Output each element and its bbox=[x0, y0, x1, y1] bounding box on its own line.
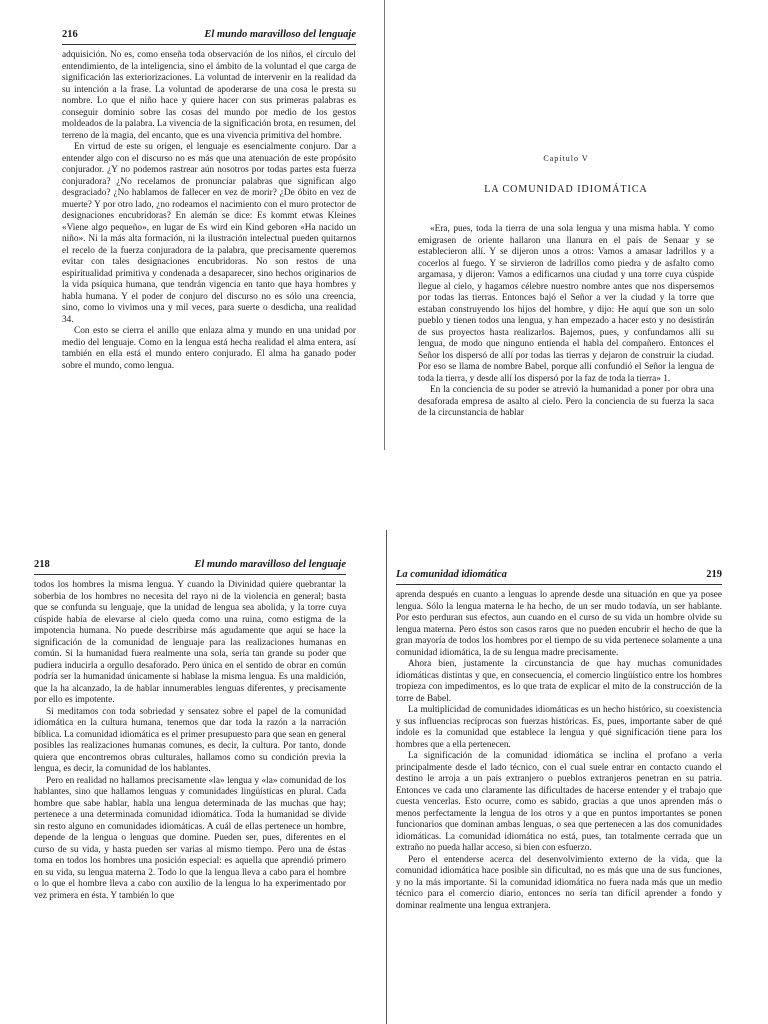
paragraph: La significación de la comunidad idiomática se inclina el profano a verla principalmente desde el lado técnico, con el cual suele entrar en contacto cuando el destino le arroja a un país extranjero o pueblos extranjeros penetran en su patria. Entonces ve cada uno claramente las dificultades de hacerse entender y el trabajo que cuesta vencerlas. Esto ocurre, como es sabido, gracias a que unos aprenden más o menos perfectamente la lengua de los otros y a que en puntos importantes se ponen funcionarios que dominan ambas lenguas, o sea que pertenecen a las dos comunidades idiomáticas. La comunidad idiomática no está, pues, tan totalmente cerrada que un extraño no pueda hallar acceso, si bien con esfuerzo. bbox=[396, 751, 722, 853]
paragraph: todos los hombres la misma lengua. Y cuando la Divinidad quiere quebrantar la soberbia de los hombres no necesita del rayo ni de la violencia en general; basta que se confunda su lenguaje, que la unidad de lengua sea abolida, y la torre cuya cúspide había de elevarse al cielo queda como una ruina, como estigma de la impotencia humana. No puede describirse más agudamente que aquí se hace la significación de la comunidad de lenguaje para las realizaciones humanas en común. Si la humanidad fuera realmente una sola, sería tan grande su poder que pudiera inducirla a orgullo desaforado. Pero única en el sentido de obrar en común podría ser la humanidad únicamente si hablase la misma lengua. Es una maldición, que la ha alcanzado, la de hablar innumerables lenguas diferentes, y precisamente por ello es impotente. bbox=[34, 580, 346, 705]
gutter-line-top bbox=[384, 0, 385, 450]
page-header bbox=[34, 558, 346, 575]
chapter-v-page bbox=[418, 28, 714, 498]
paragraph: Si meditamos con toda sobriedad y sensatez sobre el papel de la comunidad idiomática en la cultura humana, tenemos que dar toda la razón a la narración bíblica. La comunidad idiomática es el primer presupuesto para que sean en general posibles las realizaciones humanas comunes, es decir, la cultura. Por tanto, donde quiera que encontremos obras culturales, hallamos como su condición previa la lengua, es decir, la comunidad de los hablantes. bbox=[34, 706, 346, 774]
page-header bbox=[396, 568, 722, 585]
chapter-title: LA COMUNIDAD IDIOMÁTICA bbox=[484, 184, 648, 195]
running-head: La comunidad idiomática bbox=[396, 569, 507, 580]
paragraph: Ahora bien, justamente la circunstancia de que hay muchas comunidades idiomáticas distintas y que, en consecuencia, el comercio lingüístico entre los hombres tropieza con impedimentos, es lo que trata de explicar el mito de la construcción de la torre de Babel. bbox=[396, 659, 722, 704]
paragraph: Pero el entenderse acerca del desenvolvimiento externo de la vida, que la comunidad idiomática hace posible sin dificultad, no es más que una de sus funciones, y no la más importante. Si la comunidad idiomática no fuera nada más que un medio técnico para el comercio diario, entonces no sería tan difícil aprender a fondo y dominar realmente una lengua extranjera. bbox=[396, 854, 722, 911]
page-body bbox=[34, 580, 346, 902]
page-body bbox=[396, 590, 722, 912]
page-number: 219 bbox=[706, 569, 722, 580]
page-218 bbox=[34, 558, 346, 1018]
running-head: El mundo maravilloso del lenguaje bbox=[204, 29, 356, 40]
page-216 bbox=[62, 28, 356, 458]
page-body bbox=[62, 50, 356, 372]
paragraph: En virtud de este su origen, el lenguaje es esencialmente conjuro. Dar a entender algo con el discurso no es más que una atenuación de este propósito conjurador. ¿Y no podemos rastrear aún nosotros por todas partes esta fuerza conjuradora? ¿No recelamos de pronunciar palabras que significan algo desgraciado? ¿No hablamos de fallecer en vez de morir? ¿De óbito en vez de muerte? Y por otro lado, ¿no rodeamos el nacimiento con el muro protector de designaciones encubridoras? En alemán se dice: Es kommt etwas Kleines «Viene algo pequeño», en lugar de Es wird ein Kind geboren «Ha nacido un niño». Ni la más alta formación, ni la ilustración intelectual pueden quitarnos el recelo de la fuerza conjuradora de la palabra, que precisamente queremos evitar con tales designaciones encubridoras. No son restos de una espiritualidad primitiva y condenada a desaparecer, sino hechos originarios de la vida psíquica humana, que tendrán vigencia en tanto que haya hombres y habla humana. Y el poder de conjuro del discurso no es sólo una creencia, sino, como lo vivimos una y mil veces, para suerte o desdicha, una realidad 34. bbox=[62, 142, 356, 325]
page-219 bbox=[396, 568, 722, 1022]
running-head: El mundo maravilloso del lenguaje bbox=[194, 559, 346, 570]
paragraph: La multiplicidad de comunidades idiomáticas es un hecho histórico, su coexistencia y sus influencias recíprocas son fuerzas históricas. Es, pues, importante saber de qué índole es la comunidad que establece la lengua y qué significación tiene para los hombres que a ella pertenecen. bbox=[396, 705, 722, 750]
gutter-line-bottom bbox=[386, 530, 387, 1024]
paragraph: Con esto se cierra el anillo que enlaza alma y mundo en una unidad por medio del lenguaje. Como en la lengua está hecha realidad el alma entera, así también en ella está el mundo entero conjurado. El alma ha ganado poder sobre el mundo, como lengua. bbox=[62, 326, 356, 371]
page-number: 216 bbox=[62, 29, 78, 40]
paragraph: aprenda después en cuanto a lenguas lo aprende desde una situación en que ya posee lengua. Sólo la lengua materna le ha hecho, de un ser mudo todavía, un ser hablante. Por esto perduran sus efectos, aun cuando en el curso de su vida un hombre olvide su lengua materna. Pero éstos son casos raros que no pueden encubrir el hecho de que la gran mayoría de todos los hombres por el tiempo de su vida pertenece solamente a una comunidad idiomática, la de su lengua madre precisamente. bbox=[396, 590, 722, 658]
paragraph: Pero en realidad no hallamos precisamente «la» lengua y «la» comunidad de los hablantes, sino que hallamos lenguas y comunidades lingüísticas en plural. Cada hombre que sabe hablar, habla una lengua determinada de las muchas que hay; pertenece a una determinada comunidad idiomática. Toda la humanidad se divide sin resto alguno en comunidades idiomáticas. A cuál de ellas pertenece un hombre, depende de la lengua o lenguas que domine. Pueden ser, pues, diferentes en el curso de su vida, y hasta pueden ser varias al mismo tiempo. Pero una de éstas toma en todos los hombres una posición especial: es aquella que aprendió primero en su vida, su lengua materna 2. Todo lo que la lengua lleva a cabo para el hombre o lo que el hombre lleva a cabo con auxilio de la lengua lo ha experimentado por vez primera en ésta. Y también lo que bbox=[34, 775, 346, 901]
paragraph: «Era, pues, toda la tierra de una sola lengua y una misma habla. Y como emigrasen de oriente hallaron una llanura en el país de Senaar y se establecieron allí. Y se dijeron unos a otros: Vamos a amasar ladrillos y a cocerlos al fuego. Y se sirvieron de ladrillos como piedra y de asfalto como argamasa, y dijeron: Vamos a edificarnos una ciudad y una torre cuya cúspide llegue al cielo, y hagamos célebre nuestro nombre antes que nos dispersemos por todas las tierras. Entonces bajó el Señor a ver la ciudad y la torre que estaban construyendo los hijos del hombre, y dijo: He aquí que son un solo pueblo y tienen todos una lengua, y han empezado a hacer esto y no desistirán de sus proyectos hasta realizarlos. Bajemos, pues, y confundamos allí su lengua, de modo que ninguno entienda el habla del compañero. Entonces el Señor los dispersó de allí por todas las tierras y dejaron de construir la ciudad. Por eso se llama de nombre Babel, porque allí confundió el Señor la lengua de toda la tierra, y desde allí los dispersó por la faz de toda la tierra» 1. bbox=[418, 224, 714, 384]
page-number: 218 bbox=[34, 559, 50, 570]
page-header bbox=[62, 28, 356, 45]
page-body bbox=[418, 224, 714, 420]
paragraph: adquisición. No es, como enseña toda observación de los niños, el círculo del entendimiento, de la inteligencia, sino el ámbito de la voluntad el que carga de significación las exteriorizaciones. La voluntad de intervenir en la realidad da su intención a la frase. La voluntad de apoderarse de una cosa le presta su nombre. Lo que el niño hace y quiere hacer con sus primeras palabras es conseguir dominio sobre las cosas del mundo por medio de los gestos moldeados de la palabra. La vivencia de la significación brota, en resumen, del terreno de la magia, del encanto, que es una vivencia primitiva del hombre. bbox=[62, 50, 356, 141]
chapter-label: Capítulo V bbox=[543, 154, 589, 163]
paragraph: En la conciencia de su poder se atrevió la humanidad a poner por obra una desaforada empresa de asalto al cielo. Pero la conciencia de su fuerza la saca de la circunstancia de hablar bbox=[418, 385, 714, 418]
